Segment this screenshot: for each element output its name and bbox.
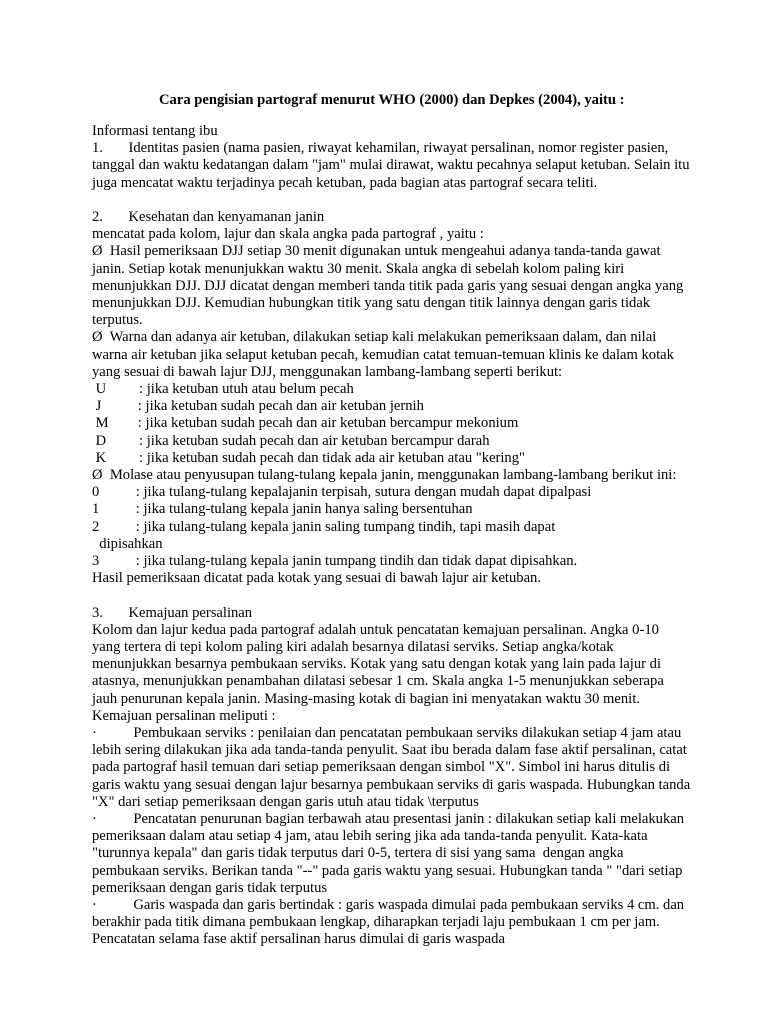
text-line: garis waktu yang sesuai dengan lajur besarnya pembukaan serviks di garis waspada. Hubungkan tanda bbox=[92, 776, 691, 793]
text-line: pemeriksaan dalam atau setiap 4 jam, atau lebih sering jika ada tanda-tanda penyulit. Kata-kata bbox=[92, 828, 648, 845]
text-line: "X" dari setiap pemeriksaan dengan garis utuh atau tidak \terputus bbox=[92, 793, 479, 810]
text-line: juga mencatat waktu terjadinya pecah ketuban, pada bagian atas partograf secara teliti. bbox=[92, 174, 598, 191]
text-line: · Pembukaan serviks : penilaian dan pencatatan pembukaan serviks dilakukan setiap 4 jam atau bbox=[92, 725, 682, 741]
text-line: · Pencatatan penurunan bagian terbawah atau presentasi janin : dilakukan setiap kali melakukan bbox=[92, 811, 685, 827]
text-line: janin. Setiap kotak menunjukkan waktu 30 menit. Skala angka di sebelah kolom paling kiri bbox=[92, 260, 625, 277]
text-line: Informasi tentang ibu bbox=[92, 123, 218, 139]
text-line: tanggal dan waktu kedatangan dalam "jam" mulai dirawat, waktu pecahnya selaput ketuban. Selain itu bbox=[92, 157, 690, 174]
text-line: 2. Kesehatan dan kenyamanan janin bbox=[92, 209, 325, 225]
text-line: Kolom dan lajur kedua pada partograf adalah untuk pencatatan kemajuan persalinan. Angka 0-10 bbox=[92, 621, 659, 638]
text-line: Ø Molase atau penyusupan tulang-tulang kepala janin, menggunakan lambang-lambang berikut ini: bbox=[92, 467, 677, 483]
text-line: pada partograf hasil temuan dari setiap pemeriksaan dengan simbol "X". Simbol ini harus ditulis di bbox=[92, 759, 671, 776]
text-line: yang sesuai di bawah lajur DJJ, menggunakan lambang-lambang seperti berikut: bbox=[92, 363, 563, 380]
text-line: mencatat pada kolom, lajur dan skala angka pada partograf , yaitu : bbox=[92, 226, 484, 243]
text-line: 1 : jika tulang-tulang kepala janin hanya saling bersentuhan bbox=[92, 501, 473, 518]
text-line: Hasil pemeriksaan dicatat pada kotak yang sesuai di bawah lajur air ketuban. bbox=[92, 570, 542, 587]
text-line: dipisahkan bbox=[92, 535, 163, 552]
text-line: lebih sering dilakukan jika ada tanda-tanda penyulit. Saat ibu berada dalam fase aktif persalinan, catat bbox=[92, 742, 687, 759]
text-line: pembukaan serviks. Berikan tanda "--" pada garis waktu yang sesuai. Hubungkan tanda " "dari setiap bbox=[92, 862, 683, 879]
text-line: menunjukkan besarnya pembukaan serviks. Kotak yang satu dengan kotak yang lain pada lajur di bbox=[92, 656, 661, 673]
text-line: J : jika ketuban sudah pecah dan air ketuban jernih bbox=[92, 398, 424, 415]
text-line: Ø Hasil pemeriksaan DJJ setiap 30 menit digunakan untuk mengeahui adanya tanda-tanda gawat bbox=[92, 243, 661, 260]
text-line: 3. Kemajuan persalinan bbox=[92, 604, 253, 621]
text-line: Ø Warna dan adanya air ketuban, dilakukan setiap kali melakukan pemeriksaan dalam, dan nilai bbox=[92, 329, 657, 346]
document-title: Cara pengisian partograf menurut WHO (2000) dan Depkes (2004), yaitu : bbox=[159, 92, 625, 108]
text-line: berakhir pada titik dimana pembukaan lengkap, diharapkan terjadi laju pembukaan 1 cm per jam. bbox=[92, 914, 660, 931]
text-line: Pencatatan selama fase aktif persalinan harus dimulai di garis waspada bbox=[92, 931, 505, 948]
text-line: 0 : jika tulang-tulang kepalajanin terpisah, sutura dengan mudah dapat dipalpasi bbox=[92, 484, 592, 501]
text-line: menunjukkan DJJ. DJJ dicatat dengan memberi tanda titik pada garis yang sesuai dengan angka yang bbox=[92, 277, 684, 294]
text-line: U : jika ketuban utuh atau belum pecah bbox=[92, 381, 354, 397]
text-line: K : jika ketuban sudah pecah dan tidak ada air ketuban atau "kering" bbox=[92, 449, 525, 466]
text-line: atasnya, menunjukkan penambahan dilatasi sebesar 1 cm. Skala angka 1-5 menunjukkan seberapa bbox=[92, 673, 664, 690]
text-line: 2 : jika tulang-tulang kepala janin saling tumpang tindih, tapi masih dapat bbox=[92, 518, 556, 535]
text-line: · Garis waspada dan garis bertindak : garis waspada dimulai pada pembukaan serviks 4 cm. dan bbox=[92, 897, 685, 913]
text-line: 1. Identitas pasien (nama pasien, riwayat kehamilan, riwayat persalinan, nomor register pasien, bbox=[92, 140, 669, 157]
text-line: M : jika ketuban sudah pecah dan air ketuban bercampur mekonium bbox=[92, 415, 519, 432]
text-line: terputus. bbox=[92, 312, 143, 329]
text-line: menunjukkan DJJ. Kemudian hubungkan titik yang satu dengan titik lainnya dengan garis tidak bbox=[92, 295, 651, 311]
text-line: yang tertera di tepi kolom paling kiri adalah besarnya dilatasi serviks. Setiap angka/kotak bbox=[92, 639, 614, 655]
text-line: "turunnya kepala" dan garis tidak terputus dari 0-5, tertera di sisi yang sama dengan angka bbox=[92, 845, 624, 862]
text-line: Kemajuan persalinan meliputi : bbox=[92, 707, 276, 724]
text-line: warna air ketuban jika selaput ketuban pecah, kemudian catat temuan-temuan klinis ke dalam kotak bbox=[92, 346, 674, 363]
text-line: 3 : jika tulang-tulang kepala janin tumpang tindih dan tidak dapat dipisahkan. bbox=[92, 553, 578, 569]
text-line: pemeriksaan dengan garis tidak terputus bbox=[92, 879, 328, 896]
text-line: D : jika ketuban sudah pecah dan air ketuban bercampur darah bbox=[92, 432, 490, 449]
text-line: jauh penurunan kepala janin. Masing-masing kotak di bagian ini menyatakan waktu 30 menit. bbox=[92, 690, 640, 707]
